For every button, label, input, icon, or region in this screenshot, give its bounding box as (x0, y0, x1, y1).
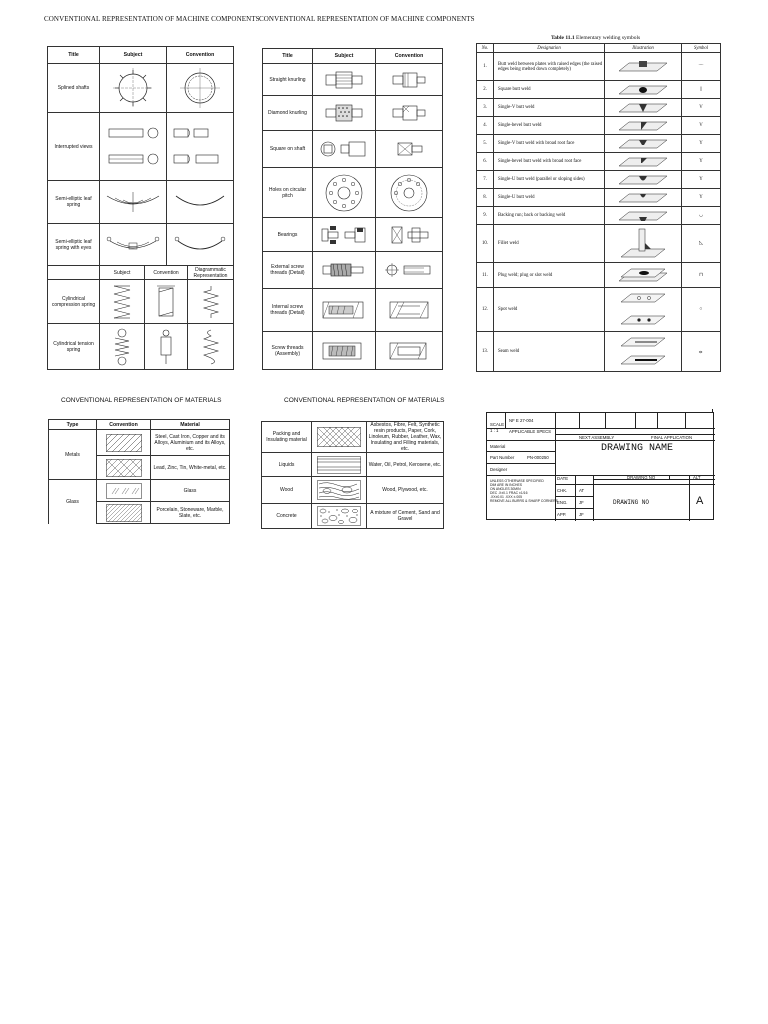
table-row: 7. Single-U butt weld (parallel or sloping sides) Y (477, 171, 721, 189)
welding-symbols-table (476, 43, 721, 372)
internal-thread-drawing (313, 289, 376, 332)
components-table-1 (47, 46, 234, 266)
tolerance-notes: UNLESS OTHERWISE SPECIFIED DIM ARE IN INCHES ON ANGLES 30MIN DEC .X±0.1 FRAC ±1/16 .XX±0.01 .XXX ±.005 REMOVE ALL BURRS & SHARP CORNERS (490, 479, 558, 503)
weld-illustration (605, 225, 682, 263)
designer-label: Designer (490, 467, 508, 472)
material-label: Material (490, 444, 506, 449)
col-title: Title (48, 47, 100, 64)
row-title: Splined shafts (48, 64, 100, 113)
next-assembly: NEXT ASSEMBLY (579, 435, 615, 440)
row-title: Square on shaft (263, 131, 313, 168)
row-title: Diamond knurling (263, 96, 313, 131)
hatch-pattern (97, 502, 151, 524)
materials-table-1 (48, 419, 230, 524)
leaf-spring-drawing (100, 181, 167, 224)
bearings-drawing (313, 218, 376, 252)
hatch-pattern (97, 480, 151, 502)
col-no: No. (477, 44, 494, 53)
tension-spring-drawing (100, 324, 145, 370)
holes-pitch-convention (376, 168, 443, 218)
interrupted-views-convention (167, 113, 234, 181)
col-title: Title (263, 49, 313, 64)
alt-label: ALT (693, 475, 701, 480)
table-row: 3. Single-V butt weld V (477, 99, 721, 117)
app-label: APP. (557, 512, 567, 517)
table-row: 4. Single-bevel butt weld V (477, 117, 721, 135)
weld-illustration (605, 99, 682, 117)
screw-thread-assembly-convention (376, 332, 443, 370)
bearings-convention (376, 218, 443, 252)
eng-label: ENG. (557, 500, 568, 505)
straight-knurling-convention (376, 64, 443, 96)
compression-spring-drawing (100, 280, 145, 324)
standard-ref: NF E 27-004 (509, 418, 534, 423)
internal-thread-convention (376, 289, 443, 332)
col-subject: Subject (100, 47, 167, 64)
row-title: Semi-elliptic leaf spring with eyes (48, 224, 100, 266)
leaf-spring-eyes-convention (167, 224, 234, 266)
hatch-pattern (312, 453, 367, 477)
table-row: 5. Single-V butt weld with broad root face Y (477, 135, 721, 153)
row-title: Straight knurling (263, 64, 313, 96)
drawing-no-label: DRAWING NO (627, 475, 656, 480)
table-row: 2. Square butt weld || (477, 81, 721, 99)
row-title: Interrupted views (48, 113, 100, 181)
external-thread-drawing (313, 252, 376, 289)
table-row: Concrete A mixture of Cement, Sand and Gravel (262, 504, 444, 529)
table-row: Glass Glass (49, 480, 230, 502)
square-shaft-drawing (313, 131, 376, 168)
row-title: Cylindrical compression spring (48, 280, 100, 324)
welding-table-caption: Table 11.1 Elementary welding symbols (551, 35, 641, 41)
drawing-title-block (486, 412, 714, 520)
weld-illustration (605, 135, 682, 153)
table-row: Liquids Water, Oil, Petrol, Kerosene, etc. (262, 453, 444, 477)
table-row: 11. Plug weld; plug or slot weld ⊓ (477, 263, 721, 288)
row-title: External screw threads (Detail) (263, 252, 313, 289)
col-symbol: Symbol (682, 44, 721, 53)
table-row: Wood Wood, Plywood, etc. (262, 477, 444, 504)
external-thread-convention (376, 252, 443, 289)
row-title: Cylindrical tension spring (48, 324, 100, 370)
row-title: Semi-elliptic leaf spring (48, 181, 100, 224)
diamond-knurling-convention (376, 96, 443, 131)
table-row: Lead, Zinc, Tin, White-metal, etc. (49, 456, 230, 480)
hatch-pattern (312, 504, 367, 529)
splined-shaft-drawing (100, 64, 167, 113)
col-convention: Convention (145, 266, 188, 280)
table-row: 13. Seam weld ⦵ (477, 332, 721, 372)
tension-spring-convention (145, 324, 188, 370)
compression-spring-convention (145, 280, 188, 324)
alt-value: A (696, 495, 704, 507)
col-subject: Subject (313, 49, 376, 64)
col-convention: Convention (376, 49, 443, 64)
hatch-pattern (97, 456, 151, 480)
hatch-pattern (97, 430, 151, 456)
table-row: 1. Butt weld between plates with raised edges (the raised edges being melted down completely) ⌒ (477, 53, 721, 81)
part-number-label: Part Number (490, 455, 515, 460)
weld-illustration (605, 153, 682, 171)
components-table-2 (262, 48, 443, 370)
weld-illustration (605, 288, 682, 332)
hatch-pattern (312, 477, 367, 504)
table-row: Metals Steel, Cast Iron, Copper and its Alloys, Aluminium and its Alloys, etc. (49, 430, 230, 456)
col-designation: Designation (494, 44, 605, 53)
title-block-tick (712, 409, 713, 412)
weld-illustration (605, 332, 682, 372)
table-row: 6. Single-bevel butt weld with broad root face Y (477, 153, 721, 171)
components-table-1-springs (47, 265, 234, 370)
col-subject: Subject (100, 266, 145, 280)
chk-label: CHK. (557, 488, 568, 493)
diamond-knurling-drawing (313, 96, 376, 131)
weld-illustration (605, 117, 682, 135)
app-value: JF (579, 512, 584, 517)
applicable-specs: APPLICABLE SPECS (509, 429, 552, 434)
weld-illustration (605, 171, 682, 189)
weld-illustration (605, 81, 682, 99)
screw-thread-assembly-drawing (313, 332, 376, 370)
col-convention: Convention (167, 47, 234, 64)
scale-value: 1 : 1 (490, 428, 499, 433)
col-material: Material (151, 420, 230, 430)
weld-illustration (605, 207, 682, 225)
tension-spring-diagram (188, 324, 234, 370)
holes-pitch-drawing (313, 168, 376, 218)
col-convention: Convention (97, 420, 151, 430)
col-illustration: Illustration (605, 44, 682, 53)
scale-label: SCALE (490, 422, 505, 427)
components-header-2: CONVENTIONAL REPRESENTATION OF MACHINE COMPONENTS (259, 15, 475, 23)
table-row: 10. Fillet weld ◺ (477, 225, 721, 263)
table-row: Packing and Insulating material Asbestos, Fibre, Felt, Synthetic resin products, Paper, Cork, Linoleum, Rubber, Leather, Wax, Insulating and Filling materials, etc. (262, 422, 444, 453)
hatch-pattern (312, 422, 367, 453)
straight-knurling-drawing (313, 64, 376, 96)
square-shaft-convention (376, 131, 443, 168)
table-row: 12. Spot weld ○ (477, 288, 721, 332)
date-label: DATE (557, 476, 569, 481)
leaf-spring-convention (167, 181, 234, 224)
materials-header-2: CONVENTIONAL REPRESENTATION OF MATERIALS (284, 397, 445, 404)
col-diagrammatic: Diagrammatic Representation (188, 266, 234, 280)
eng-value: JF (579, 500, 584, 505)
compression-spring-diagram (188, 280, 234, 324)
leaf-spring-eyes-drawing (100, 224, 167, 266)
final-application: FINAL APPLICATION (651, 435, 693, 440)
weld-illustration (605, 189, 682, 207)
row-title: Holes on circular pitch (263, 168, 313, 218)
weld-illustration (605, 263, 682, 288)
col-type: Type (49, 420, 97, 430)
components-header-1: CONVENTIONAL REPRESENTATION OF MACHINE COMPONENTS (44, 15, 260, 23)
table-row: 9. Backing run; back or backing weld ◡ (477, 207, 721, 225)
row-title: Internal screw threads (Detail) (263, 289, 313, 332)
splined-shaft-convention (167, 64, 234, 113)
table-row: 8. Single-U butt weld Y (477, 189, 721, 207)
part-number: PN-000250 (527, 455, 549, 460)
materials-table-2 (261, 421, 444, 529)
table-row: Porcelain, Stoneware, Marble, Slate, etc. (49, 502, 230, 524)
row-title: Screw threads (Assembly) (263, 332, 313, 370)
drawing-name: DRAWING NAME (601, 443, 674, 454)
row-title: Bearings (263, 218, 313, 252)
interrupted-views-drawing (100, 113, 167, 181)
chk-value: AT (579, 488, 585, 493)
drawing-no: DRAWING NO (613, 499, 650, 506)
weld-illustration (605, 53, 682, 81)
materials-header-1: CONVENTIONAL REPRESENTATION OF MATERIALS (61, 397, 222, 404)
